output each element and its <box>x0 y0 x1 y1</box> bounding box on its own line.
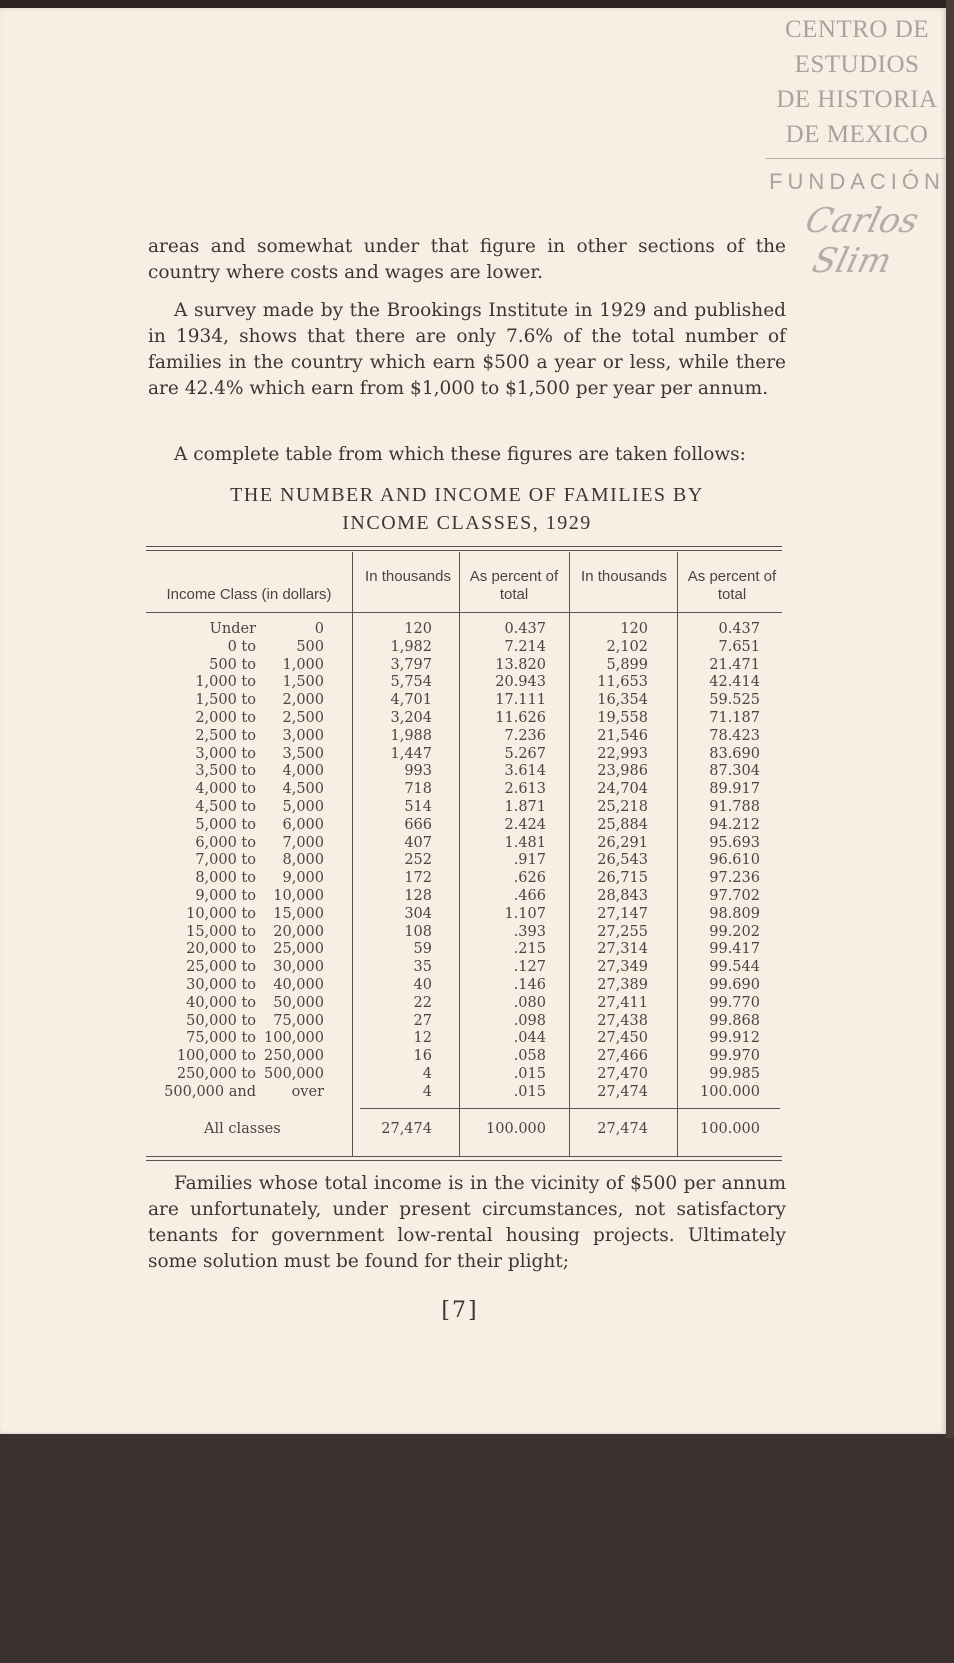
paragraph-4: Families whose total income is in the vicinity of $500 per annum are unfortunately, under present circumstances, not satisfactory tenants for government low-rental housing projects. Ultimately some solution must be found for their plight; <box>148 1173 786 1272</box>
row-to: 500,000 <box>264 1066 324 1082</box>
header-rule-class <box>146 612 352 613</box>
row-families-thousands: 22 <box>413 994 432 1011</box>
row-families-percent: 2.424 <box>504 816 546 833</box>
row-to: 3,000 <box>282 727 324 744</box>
row-income-thousands: 27,474 <box>597 1083 648 1100</box>
row-from: 10,000 to <box>186 905 256 922</box>
row-income-percent: 7.651 <box>718 638 760 655</box>
row-families-thousands: 1,447 <box>390 745 432 762</box>
row-income-percent: 96.610 <box>709 852 760 869</box>
row-income-thousands: 27,349 <box>597 959 648 976</box>
row-families-thousands: 4 <box>422 1066 432 1082</box>
row-families-thousands: 5,754 <box>390 674 432 691</box>
row-income-thousands: 28,843 <box>597 888 648 904</box>
row-income-thousands: 27,466 <box>597 1048 648 1065</box>
row-from: 4,500 to <box>195 799 256 815</box>
row-income-percent: 78.423 <box>709 727 760 744</box>
row-from: 100,000 to <box>176 1048 256 1065</box>
row-to: 10,000 <box>273 888 324 904</box>
row-income-percent: 97.236 <box>709 870 760 887</box>
row-families-percent: .098 <box>513 1012 546 1029</box>
row-income-percent: 0.437 <box>718 621 760 637</box>
row-families-thousands: 12 <box>413 1030 432 1047</box>
row-income-percent: 42.414 <box>709 674 760 691</box>
row-income-percent: 99.544 <box>709 959 760 976</box>
row-families-percent: .626 <box>513 870 546 887</box>
row-to: 4,500 <box>282 781 324 798</box>
row-to: 30,000 <box>273 959 324 976</box>
row-to: over <box>291 1083 324 1100</box>
row-families-percent: 1.871 <box>504 799 546 815</box>
row-families-thousands: 27 <box>413 1012 432 1029</box>
row-families-percent: 0.437 <box>504 621 546 637</box>
row-income-percent: 71.187 <box>709 710 760 726</box>
row-families-percent: .080 <box>513 994 546 1011</box>
row-to: 15,000 <box>273 905 324 922</box>
row-families-percent: 7.214 <box>504 638 546 655</box>
row-to: 100,000 <box>264 1030 324 1047</box>
header-income-percent: As percent of total <box>687 568 777 603</box>
row-to: 1,000 <box>282 656 324 673</box>
row-income-percent: 97.702 <box>709 888 760 904</box>
row-to: 9,000 <box>282 870 324 887</box>
row-income-thousands: 120 <box>620 621 648 637</box>
row-from: 2,500 to <box>195 727 256 744</box>
row-to: 2,500 <box>282 710 324 726</box>
table-top-rule-2 <box>146 550 782 551</box>
row-income-percent: 99.868 <box>709 1012 760 1029</box>
row-from: 9,000 to <box>195 888 256 904</box>
row-families-percent: .015 <box>513 1083 546 1100</box>
row-from: 8,000 to <box>195 870 256 887</box>
row-families-thousands: 120 <box>404 621 432 637</box>
row-families-thousands: 3,797 <box>390 656 432 673</box>
table-title-line-2: INCOME CLASSES, 1929 <box>342 512 592 534</box>
row-families-percent: .127 <box>513 959 546 976</box>
row-families-thousands: 304 <box>404 905 432 922</box>
row-families-percent: .058 <box>513 1048 546 1065</box>
row-from: 5,000 to <box>195 816 256 833</box>
row-income-percent: 99.970 <box>709 1048 760 1065</box>
row-income-thousands: 5,899 <box>606 656 648 673</box>
row-from: 20,000 to <box>186 941 256 958</box>
row-families-percent: 5.267 <box>504 745 546 762</box>
row-income-percent: 95.693 <box>709 834 760 851</box>
row-income-thousands: 24,704 <box>597 781 648 798</box>
paragraph-2: A survey made by the Brookings Institute in 1929 and published in 1934, shows that there are only 7.6% of the total number of families in the country which earn $500 a year or less, while there are 42.4% which earn from $1,000 to $1,500 per year per annum. <box>148 300 786 399</box>
divider-3 <box>569 552 570 1156</box>
row-families-thousands: 16 <box>413 1048 432 1065</box>
page-number: [7] <box>441 1298 479 1323</box>
row-families-thousands: 407 <box>404 834 432 851</box>
table-title <box>148 481 786 537</box>
row-income-percent: 98.809 <box>709 905 760 922</box>
divider-1 <box>352 552 353 1156</box>
row-families-percent: 20.943 <box>495 674 546 691</box>
row-income-thousands: 27,470 <box>597 1066 648 1082</box>
row-income-thousands: 19,558 <box>597 710 648 726</box>
row-from: 25,000 to <box>186 959 256 976</box>
row-to: 500 <box>296 638 324 655</box>
row-to: 3,500 <box>282 745 324 762</box>
row-income-percent: 87.304 <box>709 763 760 780</box>
top-edge <box>0 0 954 8</box>
total-income-thousands: 27,474 <box>597 1121 648 1137</box>
row-from: 30,000 to <box>186 977 256 993</box>
row-families-thousands: 1,982 <box>390 638 432 655</box>
paragraph-1: areas and somewhat under that figure in other sections of the country where costs and wages are lower. <box>148 236 786 283</box>
row-to: 1,500 <box>282 674 324 691</box>
row-to: 6,000 <box>282 816 324 833</box>
row-to: 2,000 <box>282 692 324 709</box>
row-from: 1,500 to <box>195 692 256 709</box>
total-income-percent: 100.000 <box>700 1121 760 1137</box>
row-to: 20,000 <box>273 923 324 940</box>
row-income-thousands: 16,354 <box>597 692 648 709</box>
row-from: 6,000 to <box>195 834 256 851</box>
header-rule-values <box>353 612 782 613</box>
row-income-percent: 91.788 <box>709 799 760 815</box>
table-bottom-rule-2 <box>146 1160 782 1161</box>
row-families-percent: 1.481 <box>504 834 546 851</box>
header-income-thousands: In thousands <box>581 568 667 585</box>
row-families-percent: 13.820 <box>495 656 546 673</box>
row-income-percent: 100.000 <box>700 1083 760 1100</box>
row-families-thousands: 666 <box>404 816 432 833</box>
row-income-percent: 99.202 <box>709 923 760 940</box>
row-income-thousands: 11,653 <box>597 674 648 691</box>
row-to: 250,000 <box>264 1048 324 1065</box>
row-to: 50,000 <box>273 994 324 1011</box>
row-from: 500 to <box>209 656 256 673</box>
header-families-percent: As percent of total <box>469 568 559 603</box>
row-income-percent: 99.690 <box>709 977 760 993</box>
row-income-thousands: 2,102 <box>606 638 648 655</box>
table-bottom-rule <box>146 1156 782 1157</box>
row-income-percent: 94.212 <box>709 816 760 833</box>
row-from: 3,500 to <box>195 763 256 780</box>
row-from: 75,000 to <box>186 1030 256 1047</box>
archive-stamp <box>762 12 952 281</box>
row-from: 500,000 and <box>164 1083 256 1100</box>
row-to: 0 <box>314 621 324 637</box>
right-edge <box>946 0 954 1438</box>
row-from: 15,000 to <box>186 923 256 940</box>
total-families-thousands: 27,474 <box>381 1121 432 1137</box>
paragraph-3: A complete table from which these figures are taken follows: <box>174 444 746 465</box>
header-families-thousands: In thousands <box>365 568 451 585</box>
row-families-percent: 1.107 <box>504 905 546 922</box>
row-from: 7,000 to <box>195 852 256 869</box>
row-income-thousands: 25,884 <box>597 816 648 833</box>
row-income-thousands: 26,715 <box>597 870 648 887</box>
row-to: 8,000 <box>282 852 324 869</box>
row-families-percent: 2.613 <box>504 781 546 798</box>
row-income-percent: 99.912 <box>709 1030 760 1047</box>
row-from: 250,000 to <box>176 1066 256 1082</box>
row-income-percent: 83.690 <box>709 745 760 762</box>
row-families-thousands: 128 <box>404 888 432 904</box>
row-from: 50,000 to <box>186 1012 256 1029</box>
total-families-percent: 100.000 <box>486 1121 546 1137</box>
row-families-percent: 11.626 <box>495 710 546 726</box>
row-income-thousands: 27,314 <box>597 941 648 958</box>
row-from: 1,000 to <box>195 674 256 691</box>
stamp-fundacion: FUNDACIÓN <box>769 169 945 194</box>
row-to: 40,000 <box>273 977 324 993</box>
stamp-line-2: ESTUDIOS <box>794 51 920 78</box>
row-income-thousands: 22,993 <box>597 745 648 762</box>
row-families-percent: .015 <box>513 1066 546 1082</box>
row-families-percent: 3.614 <box>504 763 546 780</box>
row-to: 7,000 <box>282 834 324 851</box>
row-income-percent: 99.417 <box>709 941 760 958</box>
row-income-percent: 99.770 <box>709 994 760 1011</box>
total-rule <box>360 1108 780 1109</box>
row-income-thousands: 25,218 <box>597 799 648 815</box>
row-to: 4,000 <box>282 763 324 780</box>
row-families-thousands: 1,988 <box>390 727 432 744</box>
row-families-percent: .215 <box>513 941 546 958</box>
row-families-thousands: 59 <box>413 941 432 958</box>
row-income-thousands: 23,986 <box>597 763 648 780</box>
row-families-percent: .393 <box>513 923 546 940</box>
divider-4 <box>677 552 678 1156</box>
row-income-percent: 99.985 <box>709 1066 760 1082</box>
row-families-thousands: 35 <box>413 959 432 976</box>
row-income-thousands: 27,450 <box>597 1030 648 1047</box>
row-families-percent: 17.111 <box>495 692 546 709</box>
row-income-percent: 59.525 <box>709 692 760 709</box>
row-from: 0 to <box>227 638 256 655</box>
row-families-percent: .466 <box>513 888 546 904</box>
total-label: All classes <box>204 1121 281 1137</box>
row-income-thousands: 27,411 <box>597 994 648 1011</box>
stamp-line-1: CENTRO DE <box>784 16 930 43</box>
row-families-thousands: 252 <box>404 852 432 869</box>
divider-2 <box>459 552 460 1156</box>
row-families-thousands: 514 <box>404 799 432 815</box>
stamp-signature: Carlos Slim <box>801 201 923 281</box>
row-from: 2,000 to <box>195 710 256 726</box>
document-page <box>0 8 946 1434</box>
row-from: 3,000 to <box>195 745 256 762</box>
row-families-thousands: 4 <box>422 1083 432 1100</box>
row-families-thousands: 718 <box>404 781 432 798</box>
table-title-line-1: THE NUMBER AND INCOME OF FAMILIES BY <box>230 484 704 506</box>
row-families-thousands: 993 <box>404 763 432 780</box>
row-to: 25,000 <box>273 941 324 958</box>
row-income-percent: 21.471 <box>709 656 760 673</box>
stamp-line-3: DE HISTORIA <box>776 86 938 113</box>
row-from: 40,000 to <box>186 994 256 1011</box>
row-income-thousands: 27,147 <box>597 905 648 922</box>
row-families-percent: .917 <box>513 852 546 869</box>
row-from: Under <box>209 621 256 637</box>
row-income-thousands: 21,546 <box>597 727 648 744</box>
row-families-thousands: 4,701 <box>390 692 432 709</box>
row-income-percent: 89.917 <box>709 781 760 798</box>
header-income-class: Income Class (in dollars) <box>166 586 332 603</box>
row-from: 4,000 to <box>195 781 256 798</box>
row-families-thousands: 3,204 <box>390 710 432 726</box>
stamp-rule <box>766 158 952 159</box>
stamp-line-4: DE MEXICO <box>785 121 929 148</box>
row-families-thousands: 172 <box>404 870 432 887</box>
income-table <box>146 546 784 1663</box>
row-families-percent: .146 <box>513 977 546 993</box>
row-families-thousands: 108 <box>404 923 432 940</box>
row-families-thousands: 40 <box>413 977 432 993</box>
row-to: 5,000 <box>282 799 324 815</box>
row-income-thousands: 26,543 <box>597 852 648 869</box>
row-families-percent: .044 <box>513 1030 546 1047</box>
row-families-percent: 7.236 <box>504 727 546 744</box>
table-top-rule <box>146 546 782 547</box>
row-income-thousands: 27,438 <box>597 1012 648 1029</box>
row-to: 75,000 <box>273 1012 324 1029</box>
row-income-thousands: 27,389 <box>597 977 648 993</box>
row-income-thousands: 26,291 <box>597 834 648 851</box>
row-income-thousands: 27,255 <box>597 923 648 940</box>
